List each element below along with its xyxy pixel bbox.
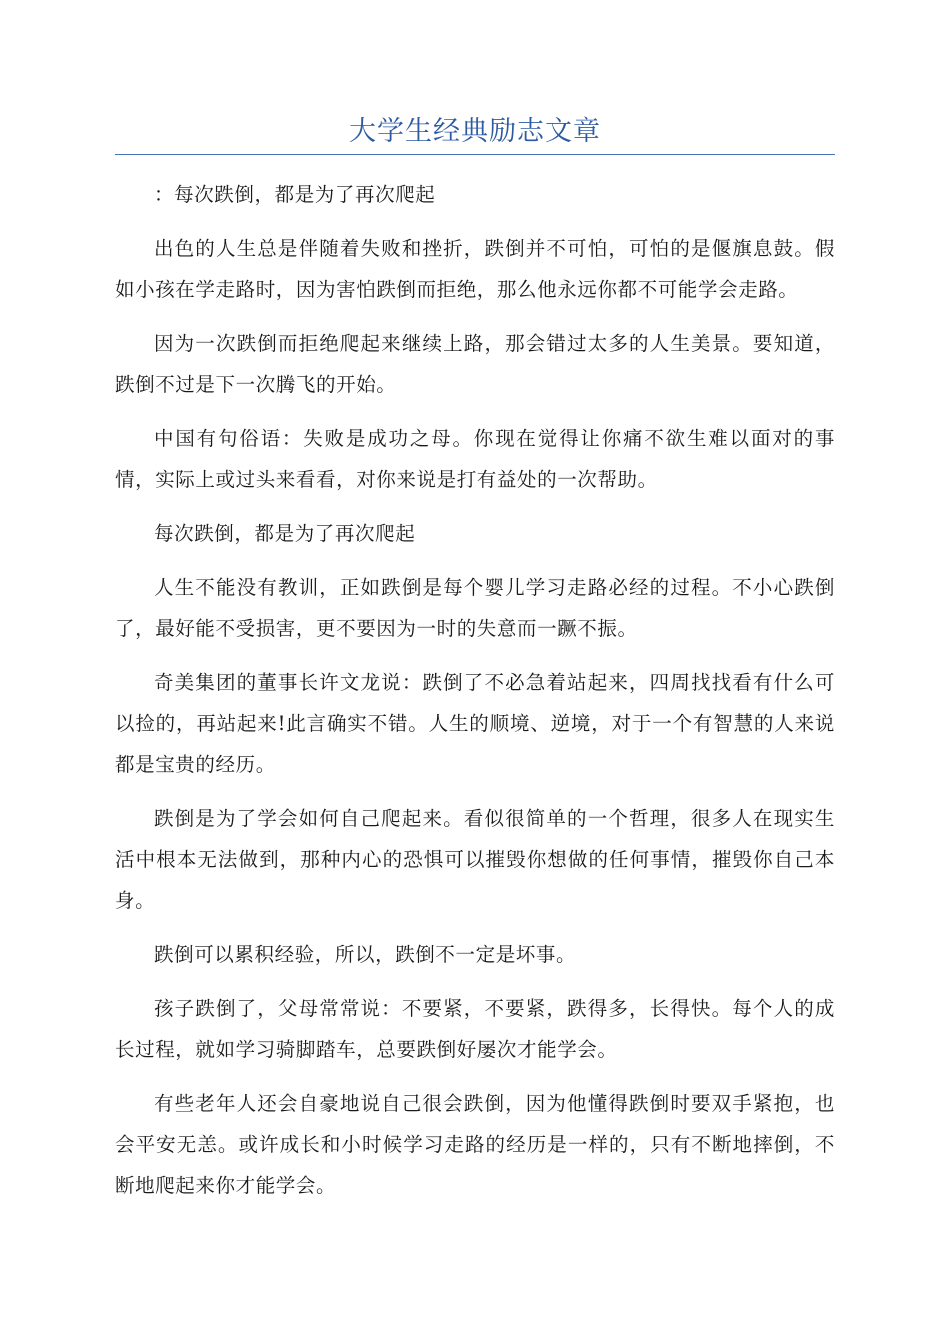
- paragraph: 人生不能没有教训，正如跌倒是每个婴儿学习走路必经的过程。不小心跌倒了，最好能不受损害，更不要因为一时的失意而一蹶不振。: [115, 576, 835, 640]
- paragraph: 出色的人生总是伴随着失败和挫折，跌倒并不可怕，可怕的是偃旗息鼓。假如小孩在学走路时，因为害怕跌倒而拒绝，那么他永远你都不可能学会走路。: [115, 237, 835, 301]
- paragraph: 因为一次跌倒而拒绝爬起来继续上路，那会错过太多的人生美景。要知道，跌倒不过是下一次腾飞的开始。: [115, 332, 835, 396]
- paragraph: 孩子跌倒了，父母常常说：不要紧，不要紧，跌得多，长得快。每个人的成长过程，就如学习骑脚踏车，总要跌倒好屡次才能学会。: [115, 997, 835, 1061]
- paragraph: 奇美集团的董事长许文龙说：跌倒了不必急着站起来，四周找找看有什么可以捡的，再站起来!此言确实不错。人生的顺境、逆境，对于一个有智慧的人来说都是宝贵的经历。: [115, 671, 835, 776]
- title-divider: [115, 154, 835, 155]
- document-body: [115, 174, 835, 1219]
- paragraph: 每次跌倒，都是为了再次爬起: [154, 522, 416, 545]
- paragraph: ：每次跌倒，都是为了再次爬起: [154, 183, 436, 206]
- paragraph: 跌倒是为了学会如何自己爬起来。看似很简单的一个哲理，很多人在现实生活中根本无法做到，那种内心的恐惧可以摧毁你想做的任何事情，摧毁你自己本身。: [115, 807, 835, 912]
- paragraph: 有些老年人还会自豪地说自己很会跌倒，因为他懂得跌倒时要双手紧抱，也会平安无恙。或许成长和小时候学习走路的经历是一样的，只有不断地摔倒，不断地爬起来你才能学会。: [115, 1092, 835, 1197]
- paragraph: 跌倒可以累积经验，所以，跌倒不一定是坏事。: [154, 943, 577, 966]
- paragraph: 中国有句俗语：失败是成功之母。你现在觉得让你痛不欲生难以面对的事情，实际上或过头来看看，对你来说是打有益处的一次帮助。: [115, 427, 835, 491]
- document-title: 大学生经典励志文章: [349, 116, 601, 147]
